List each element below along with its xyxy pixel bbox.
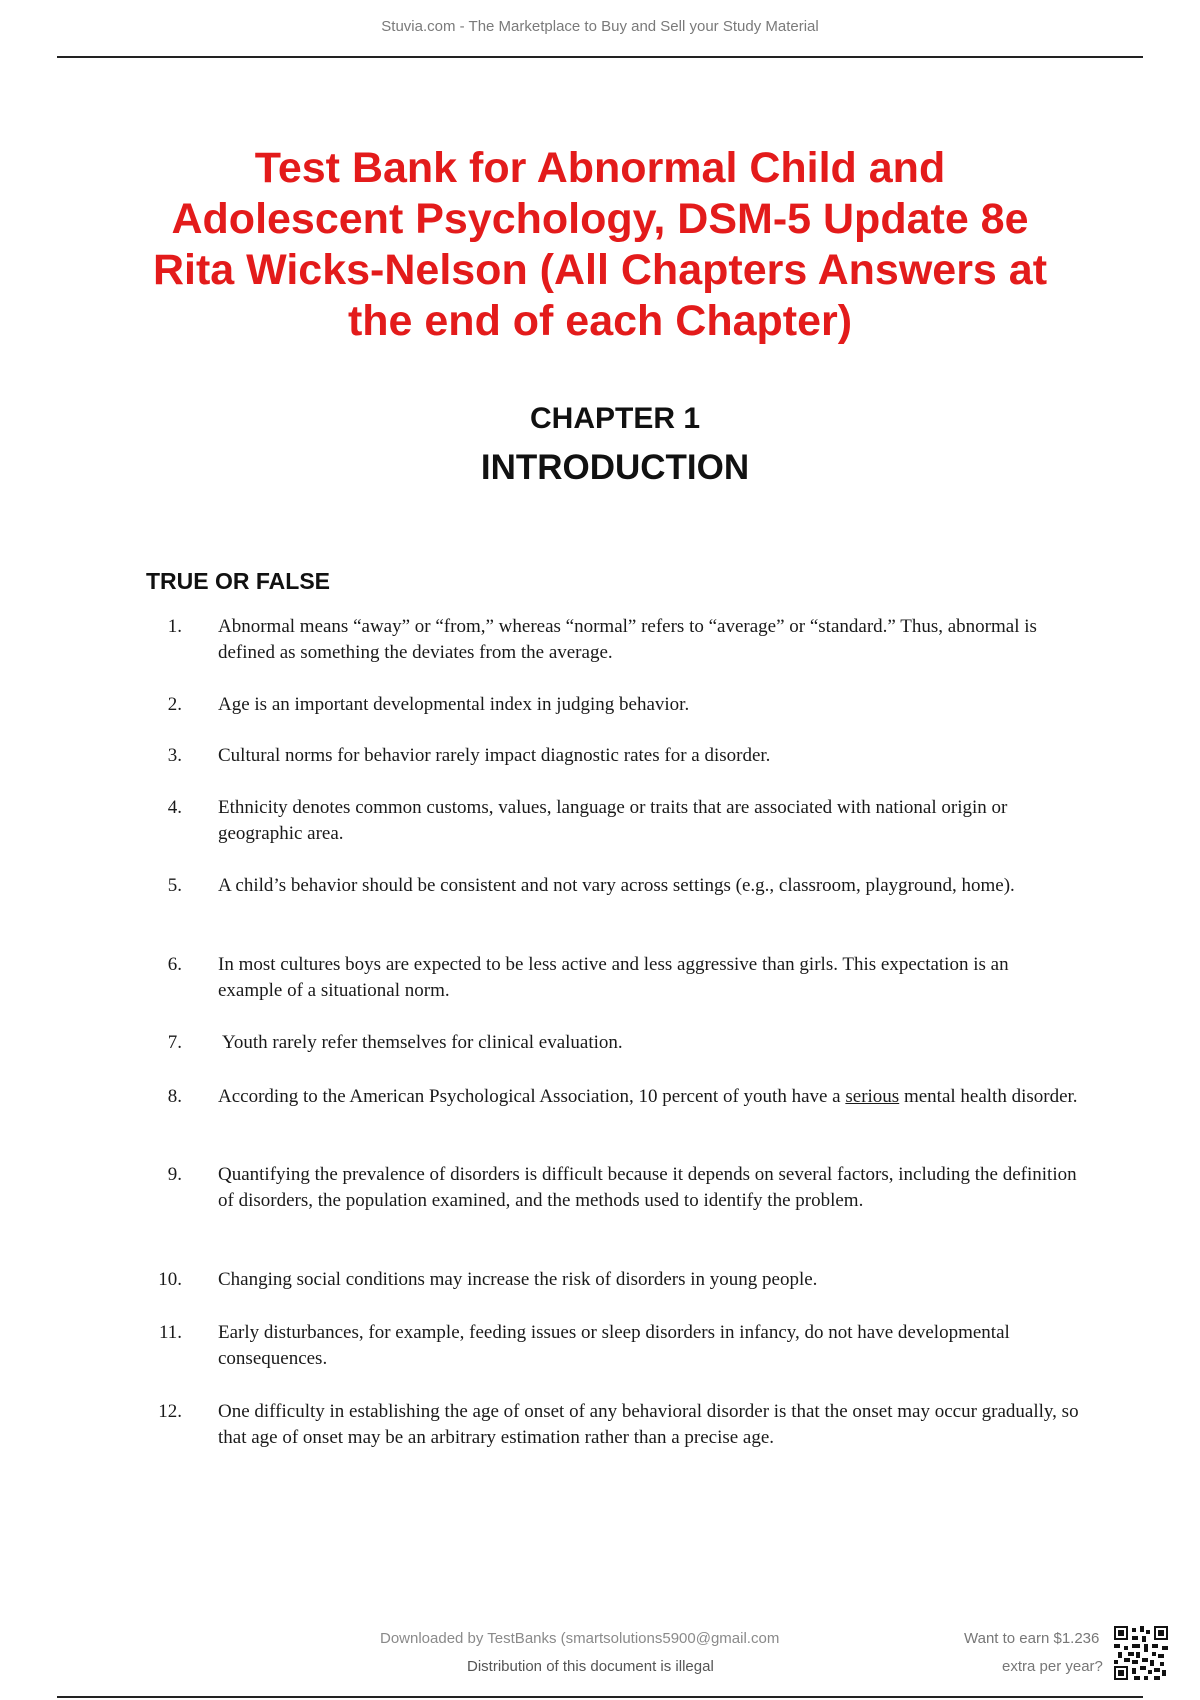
question-text: One difficulty in establishing the age of onset of any behavioral disorder is that the onset may occur gradually, so that age of onset may be an arbitrary estimation rather than a precise age.: [218, 1401, 1079, 1448]
document-title: [100, 143, 1100, 347]
section-heading: TRUE OR FALSE: [146, 568, 331, 594]
question-number: 11.: [158, 1322, 182, 1343]
footer-downloaded-by: Downloaded by TestBanks (smartsolutions5900@gmail.com: [380, 1630, 780, 1647]
question-text: In most cultures boys are expected to be less active and less aggressive than girls. This expectation is an example of a situational norm.: [218, 954, 1009, 1001]
chapter-title: INTRODUCTION: [480, 448, 750, 487]
title-line-1: Test Bank for Abnormal Child and: [254, 144, 946, 192]
question-number: 4.: [167, 797, 182, 818]
question-text-part: mental health disorder.: [899, 1086, 1078, 1107]
question-text: Cultural norms for behavior rarely impact diagnostic rates for a disorder.: [218, 745, 771, 766]
chapter-number: CHAPTER 1: [529, 402, 701, 435]
question-text: Age is an important developmental index in judging behavior.: [218, 694, 690, 715]
underlined-word: serious: [845, 1086, 900, 1107]
footer-earn-link-line2[interactable]: extra per year?: [1002, 1658, 1103, 1675]
page-header-text: Stuvia.com - The Marketplace to Buy and Sell your Study Material: [381, 18, 819, 35]
question-text: Early disturbances, for example, feeding issues or sleep disorders in infancy, do not have developmental consequences.: [218, 1322, 1010, 1369]
question-number: 1.: [167, 616, 182, 637]
qr-code-icon[interactable]: [1114, 1626, 1168, 1680]
question-number: 8.: [167, 1086, 182, 1107]
title-line-4: the end of each Chapter): [347, 297, 853, 345]
header-divider: [57, 56, 1143, 58]
question-text: A child’s behavior should be consistent and not vary across settings (e.g., classroom, playground, home).: [218, 875, 1015, 896]
question-text: Quantifying the prevalence of disorders is difficult because it depends on several factors, including the definition of disorders, the population examined, and the methods used to identify the problem.: [218, 1164, 1077, 1211]
question-number: 10.: [158, 1269, 182, 1290]
question-text: Changing social conditions may increase the risk of disorders in young people.: [218, 1269, 818, 1290]
title-line-3: Rita Wicks-Nelson (All Chapters Answers at: [152, 246, 1048, 294]
title-line-2: Adolescent Psychology, DSM-5 Update 8e: [171, 195, 1029, 243]
footer-divider: [57, 1696, 1143, 1698]
question-number: 6.: [167, 954, 182, 975]
question-number: 5.: [167, 875, 182, 896]
question-number: 7.: [167, 1032, 182, 1053]
question-number: 9.: [167, 1164, 182, 1185]
footer-earn-link[interactable]: Want to earn $1.236: [964, 1630, 1100, 1647]
question-text-part: According to the American Psychological Association, 10 percent of youth have a: [218, 1086, 846, 1107]
question-text: Abnormal means “away” or “from,” whereas “normal” refers to “average” or “standard.” Thus, abnormal is defined as something the deviates from the average.: [218, 616, 1037, 663]
question-text: [218, 1084, 1093, 1110]
question-number: 2.: [167, 694, 182, 715]
question-text: Youth rarely refer themselves for clinical evaluation.: [218, 1032, 623, 1053]
question-text: Ethnicity denotes common customs, values, language or traits that are associated with national origin or geographic area.: [218, 797, 1008, 844]
footer-distribution-notice: Distribution of this document is illegal: [467, 1658, 714, 1675]
question-number: 12.: [158, 1401, 182, 1422]
question-number: 3.: [167, 745, 182, 766]
